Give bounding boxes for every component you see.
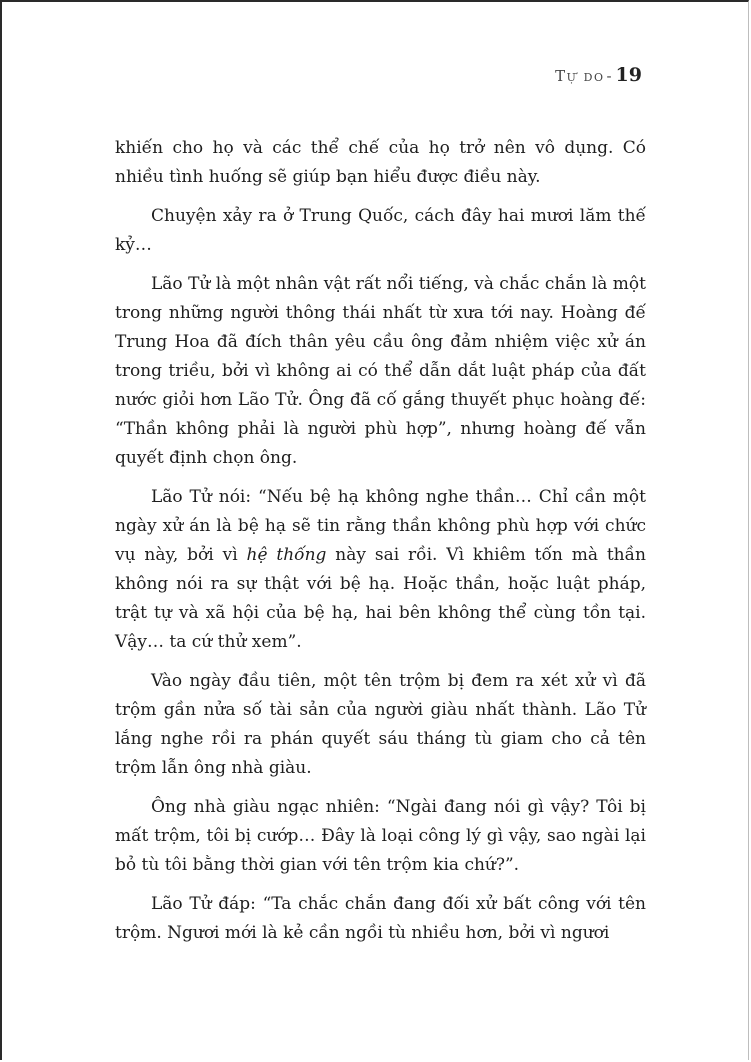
paragraph-text: Ông nhà giàu ngạc nhiên: “Ngài đang nói gì vậy? Tôi bị mất trộm, tôi bị cướp… Đây là loại công lý gì vậy, sao ngài lại bỏ tù tôi bằng thời gian với tên trộm kia chứ?”.	[115, 797, 646, 875]
paragraph-text: Chuyện xảy ra ở Trung Quốc, cách đây hai mươi lăm thế kỷ…	[115, 206, 646, 255]
emphasis-text: hệ thống	[246, 545, 327, 565]
paragraph-text: Lão Tử nói: “Nếu bệ hạ không nghe thần… Chỉ cần một ngày xử án là bệ hạ sẽ tin rằng thần không phù hợp với chức vụ này, bởi vì	[115, 487, 646, 565]
paragraph	[115, 793, 646, 880]
paragraph	[115, 667, 646, 783]
paragraph	[115, 202, 646, 260]
paragraph-text: khiến cho họ và các thể chế của họ trở nên vô dụng. Có nhiều tình huống sẽ giúp bạn hiểu được điều này.	[115, 138, 646, 187]
paragraph	[115, 890, 646, 948]
page-number: 19	[615, 64, 642, 86]
header-separator: -	[606, 67, 612, 85]
paragraph	[115, 483, 646, 657]
paragraph	[115, 270, 646, 473]
paragraph-text: Lão Tử đáp: “Ta chắc chắn đang đối xử bất công với tên trộm. Ngươi mới là kẻ cần ngồi tù nhiều hơn, bởi vì ngươi	[115, 894, 646, 943]
body-text	[115, 134, 646, 958]
paragraph-text: này sai rồi. Vì khiêm tốn mà thần không nói ra sự thật với bệ hạ. Hoặc thần, hoặc luật pháp, trật tự và xã hội của bệ hạ, hai bên không thể cùng tồn tại. Vậy… ta cứ thử xem”.	[115, 545, 646, 652]
paragraph	[115, 134, 646, 192]
paragraph-text: Lão Tử là một nhân vật rất nổi tiếng, và chắc chắn là một trong những người thông thái nhất từ xưa tới nay. Hoàng đế Trung Hoa đã đích thân yêu cầu ông đảm nhiệm việc xử án trong triều, bởi vì không ai có thể dẫn dắt luật pháp của đất nước giỏi hơn Lão Tử. Ông đã cố gắng thuyết phục hoàng đế: “Thần không phải là người phù hợp”, nhưng hoàng đế vẫn quyết định chọn ông.	[115, 274, 646, 468]
paragraph-text: Vào ngày đầu tiên, một tên trộm bị đem ra xét xử vì đã trộm gần nửa số tài sản của người giàu nhất thành. Lão Tử lắng nghe rồi ra phán quyết sáu tháng tù giam cho cả tên trộm lẫn ông nhà giàu.	[115, 671, 646, 778]
section-title: Tự do	[555, 67, 605, 85]
running-header	[555, 64, 642, 86]
